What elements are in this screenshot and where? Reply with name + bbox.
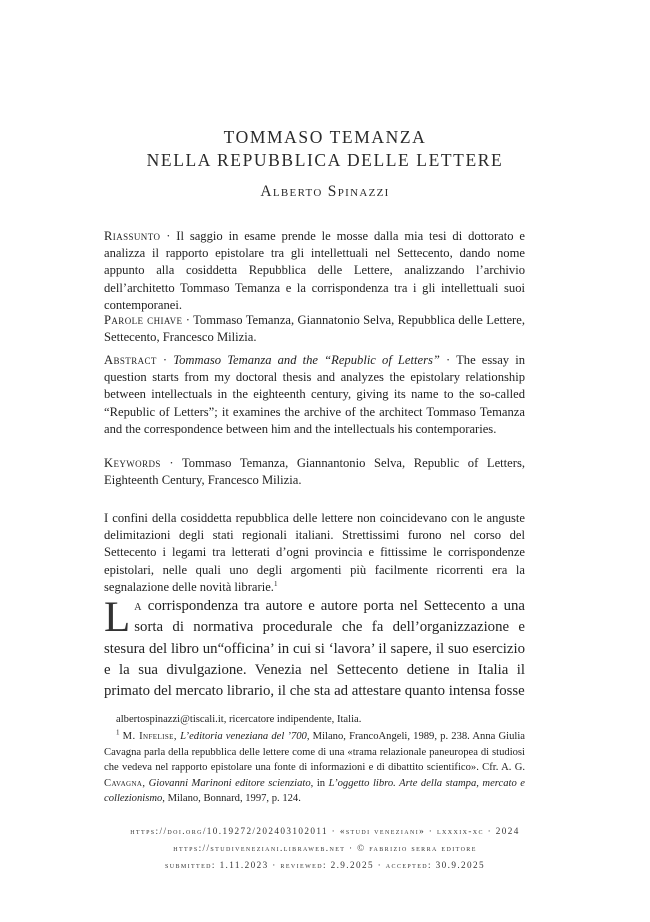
abstract-english: [104, 352, 525, 438]
author-name: Alberto Spinazzi: [260, 183, 390, 200]
drop-cap: L: [104, 594, 131, 641]
footer-website-line[interactable]: https://studiveneziani.libraweb.net · © fabrizio serra editore: [173, 843, 477, 853]
keywords-italian-text: Tommaso Temanza, Giannatonio Selva, Repubblica delle Lettere, Settecento, Francesco Milizia.: [104, 313, 525, 345]
body-text-content: corrispondenza tra autore e autore porta nel Settecento a una sorta di normativa procedurale che fa dell’organizzazione e stesura del libro un“officina’ in cui si ‘lavora’ il sapere, il suo esercizio e la sua divulgazione. Venezia nel Settecento detiene in Italia il primato del mercato librario, il che sta ad attestare quanto intensa fosse: [104, 598, 525, 700]
footnote-text: , Milano, FrancoAngeli, 1989, p. 238. Anna Giulia Cavagna parla della repubblica delle lettere come di una «trama relazionale paneuropea di studiosi che vedeva nel rapporto epistolare una fonte di informazioni e di dibattito scientifico». Cfr. A. G.: [104, 731, 525, 774]
keywords-english-text: Tommaso Temanza, Giannantonio Selva, Republic of Letters, Eighteenth Century, Francesco Milizia.: [104, 456, 525, 488]
abstract-english-label: Abstract: [104, 353, 157, 367]
body-paragraph: [104, 596, 525, 702]
footnote-text: , Milano, Bonnard, 1997, p. 124.: [162, 793, 301, 805]
separator: ·: [160, 456, 182, 470]
intro-paragraph: [104, 510, 525, 596]
abstract-italian: [104, 228, 525, 314]
intro-text: I confini della cosiddetta repubblica delle lettere non coincidevano con le anguste delimitazioni degli stati regionali italiani. Strettissimi furono nel corso del Settecento i legami tra letterati d’ogni provincia e fittissime le corrispondenze epistolari, nelle quali uno degli argomenti più facilmente ricorrenti era la segnalazione delle novità librarie.: [104, 511, 525, 594]
footnote-number: 1: [116, 728, 120, 737]
separator: ·: [182, 313, 194, 327]
footer-dates-line: submitted: 1.11.2023 · reviewed: 2.9.2025 · accepted: 30.9.2025: [164, 860, 486, 870]
abstract-italian-label: Riassunto: [104, 229, 161, 243]
abstract-english-text: · The essay in question starts from my doctoral thesis and analyzes the epistolary relationship between intellectuals in the eighteenth century, giving its name to the so-called “Republic of Letters”; it examines the archive of the architect Tommaso Temanza and the correspondence between him and the intellectuals his contemporaries.: [104, 353, 525, 436]
footnote-author: M. Infelise,: [122, 731, 177, 742]
footer-doi-line[interactable]: https://doi.org/10.19272/202403102011 · «studi veneziani» · lxxxix-xc · 2024: [130, 826, 520, 836]
footnote-work: L’oggetto libro. Arte della stampa, mercato e collezionismo: [104, 777, 525, 805]
separator: ·: [156, 353, 174, 367]
article-title-line1: TOMMASO TEMANZA: [223, 127, 427, 147]
keywords-english-label: Keywords: [104, 456, 161, 470]
article-title-line2: NELLA REPUBBLICA DELLE LETTERE: [146, 150, 504, 170]
keywords-italian: [104, 312, 525, 346]
footnote-work: Giovanni Marinoni editore scienziato: [148, 777, 311, 789]
author-footnote: albertospinazzi@tiscali.it, ricercatore indipendente, Italia.: [116, 714, 362, 725]
footnote-author: Cavagna: [104, 777, 143, 789]
keywords-english: [104, 455, 525, 489]
keywords-italian-label: Parole chiave: [104, 313, 183, 327]
footnote-ref-1[interactable]: 1: [273, 579, 278, 588]
separator: ,: [142, 777, 149, 789]
body-first-word: a: [134, 598, 142, 614]
abstract-italian-text: Il saggio in esame prende le mosse dalla mia tesi di dottorato e analizza il rapporto epistolare tra gli intellettuali nel Settecento, dando nome appunto alla cosiddetta Repubblica delle Lettere, analizzando l’archivio dell’architetto Tommaso Temanza e la corrispondenza tra i gli intellettuali suoi contemporanei.: [104, 229, 525, 312]
footnote-1: [104, 729, 525, 807]
footnote-text: , in: [310, 777, 329, 789]
separator: ·: [160, 229, 177, 243]
abstract-english-title: Tommaso Temanza and the “Republic of Letters”: [173, 353, 440, 367]
footnote-work: L’editoria veneziana del ’700: [180, 731, 307, 742]
